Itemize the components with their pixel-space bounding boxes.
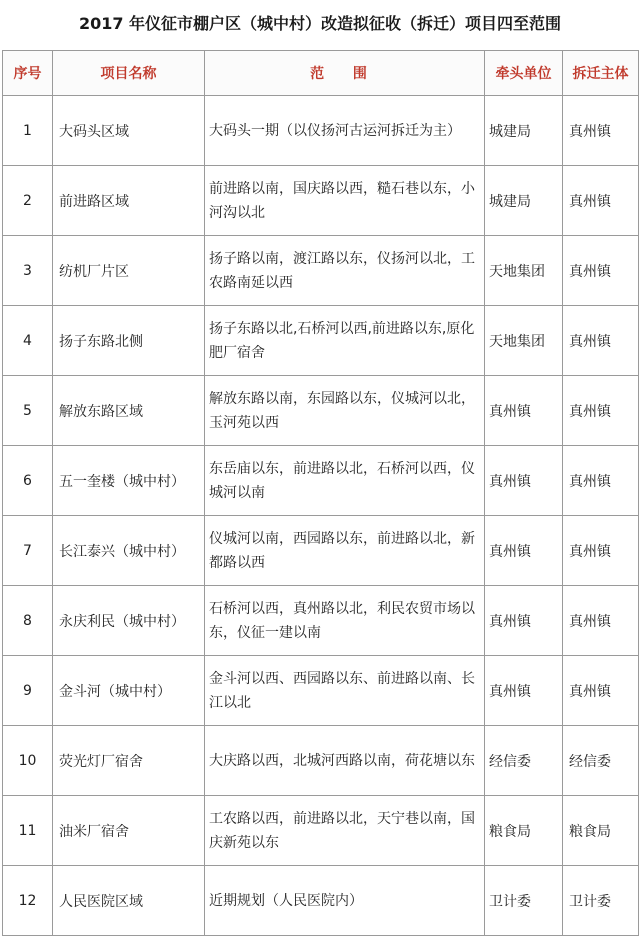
cell-no: 10 [3,726,53,796]
cell-no: 5 [3,376,53,446]
cell-demolition-body: 真州镇 [563,96,639,166]
cell-demolition-body: 真州镇 [563,236,639,306]
cell-range: 大码头一期（以仪扬河古运河拆迁为主） [205,96,485,166]
cell-no: 9 [3,656,53,726]
cell-range: 金斗河以西、西园路以东、前进路以南、长江以北 [205,656,485,726]
table-row [3,166,639,236]
cell-project-name: 解放东路区域 [53,376,205,446]
cell-no: 4 [3,306,53,376]
cell-project-name: 油米厂宿舍 [53,796,205,866]
table-row [3,306,639,376]
cell-demolition-body: 真州镇 [563,586,639,656]
cell-no: 12 [3,866,53,936]
cell-demolition-body: 真州镇 [563,166,639,236]
cell-no: 11 [3,796,53,866]
cell-lead-unit: 真州镇 [485,446,563,516]
header-no: 序号 [3,51,53,96]
cell-lead-unit: 经信委 [485,726,563,796]
table-row [3,726,639,796]
cell-no: 2 [3,166,53,236]
cell-lead-unit: 真州镇 [485,376,563,446]
header-name: 项目名称 [53,51,205,96]
cell-demolition-body: 真州镇 [563,376,639,446]
cell-lead-unit: 真州镇 [485,656,563,726]
project-table [2,50,639,936]
table-header-row [3,51,639,96]
cell-range: 仪城河以南，西园路以东，前进路以北，新都路以西 [205,516,485,586]
cell-lead-unit: 真州镇 [485,586,563,656]
cell-lead-unit: 天地集团 [485,306,563,376]
cell-demolition-body: 真州镇 [563,446,639,516]
table-row [3,516,639,586]
cell-project-name: 前进路区域 [53,166,205,236]
cell-range: 解放东路以南，东园路以东，仪城河以北，玉河苑以西 [205,376,485,446]
cell-lead-unit: 卫计委 [485,866,563,936]
table-row [3,656,639,726]
cell-demolition-body: 真州镇 [563,656,639,726]
cell-no: 3 [3,236,53,306]
cell-project-name: 人民医院区域 [53,866,205,936]
cell-project-name: 金斗河（城中村） [53,656,205,726]
cell-project-name: 纺机厂片区 [53,236,205,306]
table-row [3,376,639,446]
header-main: 拆迁主体 [563,51,639,96]
cell-no: 8 [3,586,53,656]
header-lead: 牵头单位 [485,51,563,96]
cell-project-name: 荧光灯厂宿舍 [53,726,205,796]
cell-range: 石桥河以西，真州路以北，利民农贸市场以东，仪征一建以南 [205,586,485,656]
cell-demolition-body: 粮食局 [563,796,639,866]
cell-no: 7 [3,516,53,586]
cell-range: 前进路以南，国庆路以西，糙石巷以东，小河沟以北 [205,166,485,236]
table-row [3,796,639,866]
cell-project-name: 长江泰兴（城中村） [53,516,205,586]
cell-range: 东岳庙以东，前进路以北，石桥河以西，仪城河以南 [205,446,485,516]
table-row [3,866,639,936]
cell-demolition-body: 真州镇 [563,306,639,376]
cell-demolition-body: 真州镇 [563,516,639,586]
cell-lead-unit: 粮食局 [485,796,563,866]
cell-no: 1 [3,96,53,166]
cell-lead-unit: 真州镇 [485,516,563,586]
cell-range: 扬子东路以北,石桥河以西,前进路以东,原化肥厂宿舍 [205,306,485,376]
cell-demolition-body: 卫计委 [563,866,639,936]
cell-range: 扬子路以南，渡江路以东，仪扬河以北，工农路南延以西 [205,236,485,306]
document-title: 2017 年仪征市棚户区（城中村）改造拟征收（拆迁）项目四至范围 [78,14,562,33]
cell-project-name: 扬子东路北侧 [53,306,205,376]
cell-demolition-body: 经信委 [563,726,639,796]
cell-range: 工农路以西，前进路以北，天宁巷以南，国庆新苑以东 [205,796,485,866]
cell-range: 大庆路以西，北城河西路以南，荷花塘以东 [205,726,485,796]
table-row [3,586,639,656]
table-row [3,236,639,306]
cell-lead-unit: 城建局 [485,96,563,166]
cell-project-name: 大码头区域 [53,96,205,166]
cell-lead-unit: 天地集团 [485,236,563,306]
table-row [3,446,639,516]
cell-project-name: 永庆利民（城中村） [53,586,205,656]
cell-project-name: 五一奎楼（城中村） [53,446,205,516]
cell-range: 近期规划（人民医院内） [205,866,485,936]
cell-no: 6 [3,446,53,516]
cell-lead-unit: 城建局 [485,166,563,236]
table-row [3,96,639,166]
header-range: 范 围 [205,51,485,96]
